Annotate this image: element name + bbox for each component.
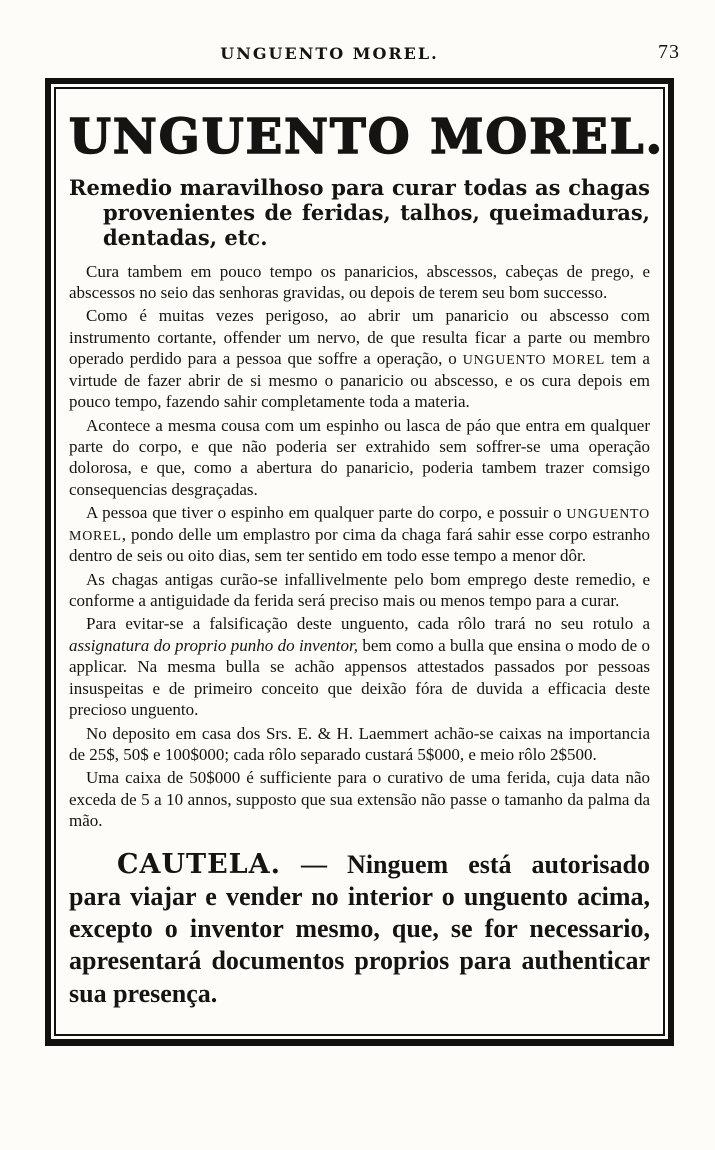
paragraph-text: Cura tambem em pouco tempo os panaricios, abscessos, cabeças de prego, e abscessos no seio das senhoras gravidas, ou depois de terem seu bom successo. — [69, 261, 650, 302]
paragraph-text: Uma caixa de 50$000 é sufficiente para o curativo de uma ferida, cuja data não exceda de 5 a 10 annos, supposto que sua extensão não passe o tamanho da palma da mão. — [69, 768, 650, 831]
paragraph-text: tem a virtude de fazer abrir de si mesmo o panaricio ou abscesso, e os cura depois em pouco tempo, fazendo sahir completamente toda a materia. — [69, 349, 650, 412]
paragraph-a-pessoa — [69, 502, 650, 567]
paragraph-cura-tambem — [69, 261, 650, 304]
paragraph-deposito-precos — [69, 723, 650, 766]
paragraph-como-e-perigoso — [69, 305, 650, 412]
paragraph-as-chagas — [69, 569, 650, 612]
running-header — [45, 41, 680, 70]
cautela-notice — [69, 848, 650, 1010]
running-header-title: UNGUENTO MOREL. — [220, 44, 439, 63]
paragraph-text: No deposito em casa dos Srs. E. & H. Laemmert achão-se caixas na importancia de 25$, 50$ e 100$000; cada rôlo separado custará 5$000, e meio rôlo 2$500. — [69, 723, 650, 764]
advertisement-inner-border — [54, 87, 665, 1036]
product-name-smallcaps: UNGUENTO MOREL — [69, 507, 650, 544]
paragraph-falsificacao — [69, 613, 650, 720]
paragraph-text: , pondo delle um emplastro por cima da chaga fará sahir esse corpo estranho dentro de seis ou oito dias, sem ter sentido em todo esse tempo a menor dôr. — [69, 524, 650, 566]
page-number: 73 — [658, 41, 680, 63]
paragraph-text: bem como a bulla que ensina o modo de o applicar. Na mesma bulla se achão appensos attestados passados por pessoas insuspeitas e de primeiro conceito que deixão fóra de duvida a efficacia deste precioso unguento. — [69, 635, 650, 720]
advertisement-subtitle: Remedio maravilhoso para curar todas as chagas provenientes de feridas, talhos, queimaduras, dentadas, etc. — [69, 175, 650, 251]
paragraph-acontece — [69, 415, 650, 501]
cautela-text: Ninguem está autorisado para viajar e vender no interior o unguento acima, excepto o inventor mesmo, que, se for necessario, apresentará documentos proprios para authenticar sua presença. — [69, 849, 650, 1008]
cautela-heading: CAUTELA. — [117, 848, 281, 880]
advertisement-border — [45, 78, 674, 1045]
paragraph-text: Acontece a mesma cousa com um espinho ou lasca de páo que entra em qualquer parte do corpo, e que não poderia ser extrahido sem soffrer-se uma operação dolorosa, e que, como a abertura do panaricio, poderia tambem trazer comsigo consequencias desgraçadas. — [69, 415, 650, 499]
product-name-smallcaps: UNGUENTO MOREL — [462, 353, 606, 369]
signature-italic-phrase: assignatura do proprio punho do inventor, — [69, 635, 358, 655]
paragraph-text: Como é muitas vezes perigoso, ao abrir um panaricio ou abscesso com instrumento cortante, offender um nervo, de que resulta ficar a parte ou membro operado perdido para a pessoa que soffre a operação, o — [69, 306, 650, 369]
paragraph-uma-caixa — [69, 767, 650, 831]
paragraph-text: As chagas antigas curão-se infallivelmente pelo bom emprego deste remedio, e conforme a antiguidade da ferida será preciso mais ou menos tempo para a curar. — [69, 569, 650, 611]
cautela-dash: — — [281, 849, 348, 879]
advertisement-title: UNGUENTO MOREL. — [69, 109, 665, 165]
paragraph-text: Para evitar-se a falsificação deste unguento, cada rôlo trará no seu rotulo a — [86, 614, 650, 634]
paragraph-text: A pessoa que tiver o espinho em qualquer parte do corpo, e possuir o — [86, 503, 567, 523]
